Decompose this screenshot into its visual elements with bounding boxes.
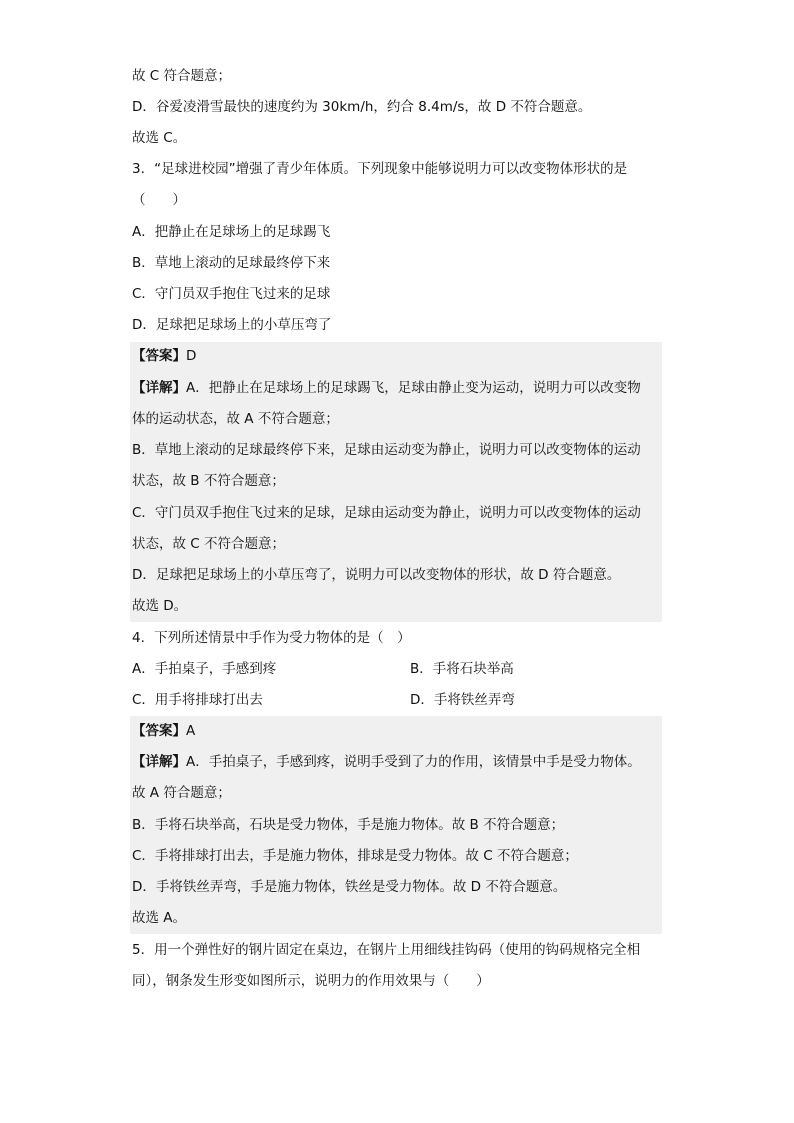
- q3-option-b: B．草地上滚动的足球最终停下来: [132, 255, 331, 271]
- q3-stem-bracket: （ ）: [132, 192, 186, 208]
- answer-tag: 【答案】: [132, 723, 186, 739]
- answer-value: A: [186, 723, 196, 739]
- text-line: D．谷爱凌滑雪最快的速度约为 30km/h，约合 8.4m/s，故 D 不符合题意。: [132, 99, 592, 115]
- q3-detail-line: 故选 D。: [132, 598, 188, 614]
- q4-stem: 4．下列所述情景中手作为受力物体的是（ ）: [132, 630, 411, 646]
- detail-tag: 【详解】: [132, 754, 186, 770]
- detail-tag: 【详解】: [132, 380, 186, 396]
- detail-text: A．把静止在足球场上的足球踢飞，足球由静止变为运动，说明力可以改变物: [186, 380, 641, 396]
- q5-stem: 同），钢条发生形变如图所示，说明力的作用效果与（ ）: [132, 973, 490, 989]
- answer-tag: 【答案】: [132, 348, 186, 364]
- q3-option-d: D．足球把足球场上的小草压弯了: [132, 317, 332, 333]
- q4-detail-line: 故 A 符合题意；: [132, 785, 231, 801]
- q3-detail-line: 状态，故 B 不符合题意；: [132, 473, 285, 489]
- q3-answer: [132, 346, 196, 366]
- q3-detail-line: 状态，故 C 不符合题意；: [132, 536, 286, 552]
- q4-detail-line: 故选 A。: [132, 910, 187, 926]
- q3-detail-line: C．守门员双手抱住飞过来的足球，足球由运动变为静止，说明力可以改变物体的运动: [132, 505, 641, 521]
- q4-detail-line: B．手将石块举高，石块是受力物体，手是施力物体。故 B 不符合题意；: [132, 817, 565, 833]
- q4-option-a: A．手拍桌子，手感到疼: [132, 661, 277, 677]
- q3-detail-line: B．草地上滚动的足球最终停下来，足球由运动变为静止，说明力可以改变物体的运动: [132, 442, 641, 458]
- q4-detail-line: [132, 752, 641, 772]
- q3-detail-line: D．足球把足球场上的小草压弯了，说明力可以改变物体的形状，故 D 符合题意。: [132, 567, 621, 583]
- q4-option-d: D．手将铁丝弄弯: [410, 692, 515, 708]
- text-line: 故 C 符合题意；: [132, 68, 232, 84]
- q3-stem: 3．“足球进校园”增强了青少年体质。下列现象中能够说明力可以改变物体形状的是: [132, 161, 628, 177]
- text-line: 故选 C。: [132, 130, 187, 146]
- q3-detail-line: [132, 378, 641, 398]
- q4-detail-line: D．手将铁丝弄弯，手是施力物体，铁丝是受力物体。故 D 不符合题意。: [132, 879, 567, 895]
- q4-option-b: B．手将石块举高: [410, 661, 514, 677]
- answer-value: D: [186, 348, 197, 364]
- q4-answer: [132, 721, 195, 741]
- q4-detail-line: C．手将排球打出去，手是施力物体，排球是受力物体。故 C 不符合题意；: [132, 848, 578, 864]
- detail-text: A．手拍桌子，手感到疼，说明手受到了力的作用，该情景中手是受力物体。: [186, 754, 641, 770]
- q5-stem: 5．用一个弹性好的钢片固定在桌边，在钢片上用细线挂钩码（使用的钩码规格完全相: [132, 942, 641, 958]
- q3-detail-line: 体的运动状态，故 A 不符合题意；: [132, 411, 339, 427]
- q3-option-c: C．守门员双手抱住飞过来的足球: [132, 286, 331, 302]
- q3-option-a: A．把静止在足球场上的足球踢飞: [132, 224, 331, 240]
- q4-option-c: C．用手将排球打出去: [132, 692, 263, 708]
